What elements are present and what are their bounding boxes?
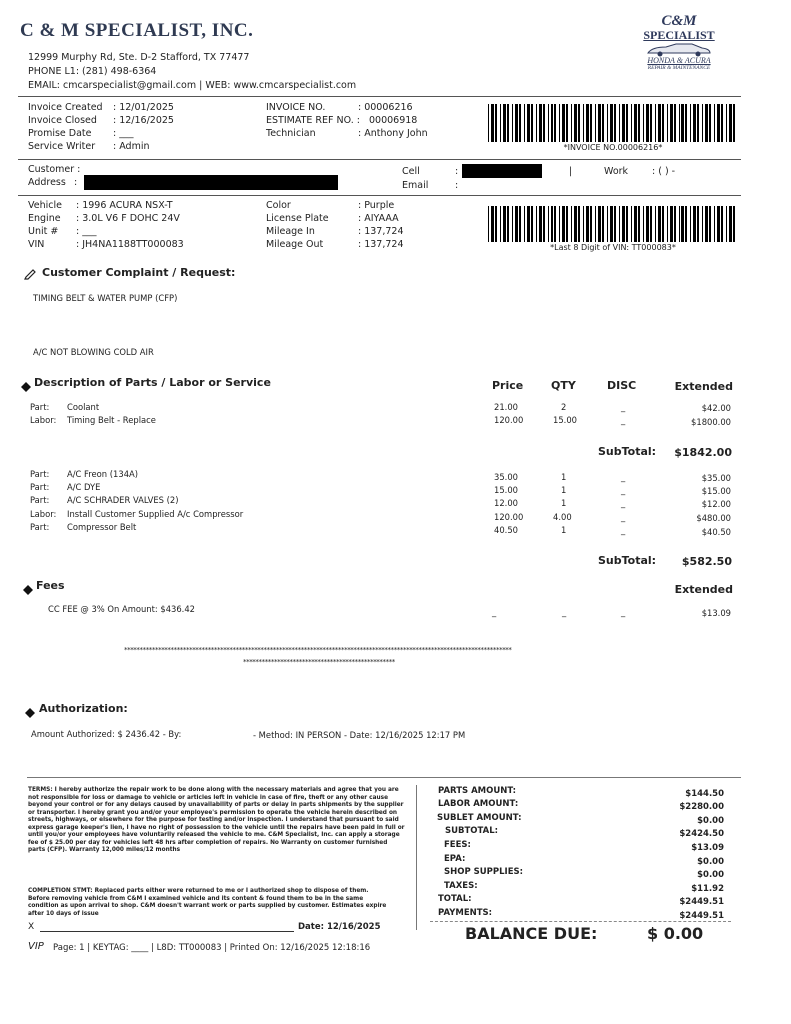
barcode-bar [543, 206, 545, 242]
col-extended: Extended [674, 380, 733, 393]
row-price: 12.00 [494, 498, 518, 508]
logo-line3: HONDA & ACURA [647, 56, 711, 65]
divider [18, 159, 741, 160]
mileage-out-value: : 137,724 [358, 239, 404, 250]
row-ext: $40.50 [701, 527, 731, 537]
row-price: 120.00 [494, 512, 524, 522]
email-label: Email [402, 180, 429, 191]
invoice-closed-value: : 12/16/2025 [113, 115, 174, 126]
unit-label: Unit # [28, 226, 59, 237]
divider [18, 96, 741, 97]
technician-label: Technician [266, 128, 316, 139]
barcode-bar [571, 104, 572, 142]
barcode-bar [491, 104, 494, 142]
barcode-bar [524, 104, 525, 142]
color-value: : Purple [358, 200, 395, 211]
row-desc: Compressor Belt [67, 522, 137, 532]
signature-date: Date: 12/16/2025 [298, 922, 381, 932]
invoice-closed-label: Invoice Closed [28, 115, 97, 126]
row-desc: A/C Freon (134A) [67, 469, 139, 479]
row-disc: _ [621, 512, 626, 522]
terms-divider [416, 785, 417, 930]
barcode-bar [674, 104, 676, 142]
complaint-title: Customer Complaint / Request: [42, 266, 236, 279]
barcode-bar [619, 206, 620, 242]
row-disc: _ [621, 498, 626, 508]
shop-supplies-value: $0.00 [697, 870, 724, 880]
barcode-bar [634, 206, 637, 242]
barcode-bar [515, 104, 518, 142]
barcode-bar [583, 206, 584, 242]
barcode-bar [717, 104, 720, 142]
row-qty: 1 [561, 485, 567, 495]
barcode-bar [583, 104, 584, 142]
barcode-bar [527, 206, 530, 242]
license-plate-value: : AIYAAA [358, 213, 399, 224]
row-ext: $480.00 [696, 513, 731, 523]
row-qty: 2 [561, 402, 567, 412]
signature-line [40, 931, 294, 932]
company-address: 12999 Murphy Rd, Ste. D-2 Stafford, TX 77477 [28, 52, 250, 63]
barcode-bar [590, 206, 592, 242]
barcode-bar [690, 104, 691, 142]
barcode-bar [679, 104, 680, 142]
row-ext: $35.00 [701, 473, 731, 483]
barcode-bar [590, 104, 592, 142]
row-type: Part: [30, 402, 50, 412]
barcode-bar [551, 104, 554, 142]
row-type: Part: [30, 469, 50, 479]
row-type: Labor: [30, 415, 57, 425]
epa-label: EPA: [444, 854, 466, 864]
fee-dash: _ [562, 607, 567, 617]
diamond-icon [21, 377, 31, 396]
row-disc: _ [621, 402, 626, 412]
address-label: Address [28, 177, 66, 188]
divider [18, 195, 741, 196]
subtotal2-value: $582.50 [681, 555, 732, 568]
estimate-ref-label: ESTIMATE REF NO. : [266, 115, 360, 126]
barcode-bar [681, 104, 684, 142]
labor-amount-label: LABOR AMOUNT: [438, 799, 519, 809]
fee-value: $13.09 [701, 608, 731, 618]
redacted-cell [462, 164, 542, 178]
barcode-bar [643, 206, 644, 242]
barcode-bar [595, 206, 596, 242]
barcode-bar [539, 206, 542, 242]
barcode-bar [551, 206, 554, 242]
parts-amount-label: PARTS AMOUNT: [438, 786, 517, 796]
row-disc: _ [621, 525, 626, 535]
terms-text: TERMS: I hereby authorize the repair work to be done along with the necessary materials and agree that you are not responsible for loss or damage to vehicle or articles left in vehicle in case of fire, theft or any other cause beyond your control or for any delays caused by unavailability of parts or delay in parts shipments by the supplier or transporter. I hereby grant you and/or your employee's permission to operate the vehicle herein described on streets, highways, or elsewhere for the purpose for testing and/or inspection. I understand that pursuant to said express garage keeper's lien, I have no right of possession to the vehicle until the repairs have been paid in full or until you/or your employees have voluntarily released the vehicle to me. C&M Specialist, Inc. can apply a storage fee of $ 25.00 per day for vehicles left 48 hrs after completion of repairs. No Warranty on customer furnished parts (CFP). Warranty 12,000 miles/12 months [28, 787, 405, 853]
promise-date-label: Promise Date [28, 128, 92, 139]
subtotal1-value: $1842.00 [674, 446, 732, 459]
barcode-bar [503, 104, 506, 142]
mileage-in-label: Mileage In [266, 226, 315, 237]
authorization-title: Authorization: [39, 702, 128, 715]
row-qty: 15.00 [553, 415, 577, 425]
sublet-amount-value: $0.00 [697, 816, 724, 826]
barcode-bar [562, 206, 565, 242]
barcode-bar [507, 104, 509, 142]
pencil-icon [24, 265, 37, 284]
barcode-bar [670, 104, 673, 142]
separator-stars-2: ************************************************* [243, 658, 395, 666]
epa-value: $0.00 [697, 857, 724, 867]
barcode-bar [566, 104, 568, 142]
logo-line2: SPECIALIST [643, 28, 715, 42]
subtotal2-label: SubTotal: [598, 554, 657, 567]
barcode-bar [646, 104, 649, 142]
fees-col-extended: Extended [674, 583, 733, 596]
engine-value: : 3.0L V6 F DOHC 24V [76, 213, 180, 224]
barcode-bar [500, 104, 501, 142]
barcode-bar [578, 206, 580, 242]
footer-text: Page: 1 | KEYTAG: ____ | L8D: TT000083 | Printed On: 12/16/2025 12:18:16 [53, 943, 371, 953]
barcode-bar [638, 206, 640, 242]
cell-colon: : [455, 166, 459, 177]
fee-desc: CC FEE @ 3% On Amount: $436.42 [48, 604, 195, 614]
barcode-bar [631, 206, 632, 242]
parts-amount-value: $144.50 [685, 789, 724, 799]
row-desc: A/C SCHRADER VALVES (2) [67, 495, 179, 505]
row-desc: Timing Belt - Replace [67, 415, 156, 425]
barcode-bar [554, 104, 556, 142]
subtotal-label: SUBTOTAL: [445, 826, 499, 836]
mileage-in-value: : 137,724 [358, 226, 404, 237]
signature-x: X [28, 922, 35, 932]
barcode-bar [531, 104, 533, 142]
estimate-ref-value: 00006918 [369, 115, 418, 126]
barcode-bar [500, 206, 501, 242]
cell-label: Cell [402, 166, 420, 177]
barcode-bar [681, 206, 684, 242]
fee-dash: _ [621, 607, 626, 617]
barcode-bar [667, 206, 668, 242]
completion-statement: COMPLETION STMT: Replaced parts either were returned to me or I authorized shop to dispose of them. Before removing vehicle from C&M I examined vehicle and its content & found them to be in the same condition as upon arrival to shop. C&M doesn't warrant work or parts supplied by customer. Estimates expire after 10 days of issue [28, 888, 387, 917]
row-disc: _ [621, 415, 626, 425]
mileage-out-label: Mileage Out [266, 239, 324, 250]
barcode-bar [709, 104, 711, 142]
barcode-bar [559, 206, 560, 242]
separator-stars-1: ***************************************************************************************************************************** [124, 646, 512, 654]
row-qty: 1 [561, 498, 567, 508]
authorization-amount: Amount Authorized: $ 2436.42 - By: [31, 729, 182, 739]
vin-barcode [488, 206, 738, 242]
barcode-bar [554, 206, 556, 242]
work-value: : ( ) - [652, 166, 676, 177]
barcode-bar [655, 104, 656, 142]
complaint-line1: TIMING BELT & WATER PUMP (CFP) [33, 293, 178, 303]
row-qty: 1 [561, 525, 567, 535]
barcode-bar [559, 104, 560, 142]
barcode-bar [634, 104, 637, 142]
barcode-bar [721, 104, 723, 142]
barcode-bar [655, 206, 656, 242]
barcode-bar [602, 104, 604, 142]
barcode-bar [643, 104, 644, 142]
barcode-bar [726, 206, 727, 242]
barcode-bar [658, 104, 661, 142]
row-disc: _ [621, 472, 626, 482]
barcode-bar [610, 104, 613, 142]
barcode-bar [507, 206, 509, 242]
diamond-icon [23, 580, 33, 599]
car-icon [646, 42, 712, 56]
col-disc: DISC [607, 379, 637, 392]
row-price: 120.00 [494, 415, 524, 425]
barcode-bar [607, 206, 608, 242]
technician-value: : Anthony John [358, 128, 428, 139]
barcode-bar [685, 206, 687, 242]
vehicle-label: Vehicle [28, 200, 62, 211]
barcode-bar [697, 104, 699, 142]
company-phone: PHONE L1: (281) 498-6364 [28, 66, 157, 77]
col-qty: QTY [551, 379, 576, 392]
barcode-bar [607, 104, 608, 142]
row-type: Part: [30, 482, 50, 492]
barcode-bar [536, 206, 537, 242]
company-logo [640, 14, 718, 78]
barcode-bar [610, 206, 613, 242]
barcode-bar [488, 206, 489, 242]
diamond-icon [25, 703, 35, 722]
invoice-no-label: INVOICE NO. [266, 102, 326, 113]
barcode-bar [574, 104, 577, 142]
row-ext: $12.00 [701, 499, 731, 509]
barcode-bar [646, 206, 649, 242]
row-price: 35.00 [494, 472, 518, 482]
vin-value: : JH4NA1188TT000083 [76, 239, 184, 250]
barcode-bar [571, 206, 572, 242]
barcode-bar [515, 206, 518, 242]
barcode-bar [602, 206, 604, 242]
barcode-bar [717, 206, 720, 242]
barcode-bar [622, 104, 625, 142]
barcode-bar [697, 206, 699, 242]
row-disc: _ [621, 485, 626, 495]
invoice-barcode [488, 104, 738, 142]
barcode-bar [658, 206, 661, 242]
barcode-bar [527, 104, 530, 142]
subtotal1-label: SubTotal: [598, 445, 657, 458]
unit-value: : ___ [76, 226, 97, 237]
invoice-created-label: Invoice Created [28, 102, 103, 113]
parts-title: Description of Parts / Labor or Service [34, 376, 271, 389]
barcode-bar [622, 206, 625, 242]
invoice-no-value: : 00006216 [358, 102, 413, 113]
barcode-bar [595, 104, 596, 142]
barcode-bar [536, 104, 537, 142]
barcode-bar [578, 104, 580, 142]
barcode-bar [667, 104, 668, 142]
complaint-line2: A/C NOT BLOWING COLD AIR [33, 347, 154, 357]
barcode-bar [693, 104, 696, 142]
address-colon: : [74, 177, 78, 188]
barcode-bar [714, 104, 715, 142]
barcode-bar [631, 104, 632, 142]
barcode-bar [702, 206, 703, 242]
footer-vip: VIP [28, 941, 44, 952]
barcode-bar [638, 104, 640, 142]
barcode-bar [598, 104, 601, 142]
row-desc: A/C DYE [67, 482, 101, 492]
vin-barcode-caption: *Last 8 Digit of VIN: TT000083* [550, 243, 676, 252]
barcode-bar [650, 104, 652, 142]
barcode-bar [548, 206, 549, 242]
service-writer-label: Service Writer [28, 141, 96, 152]
fees-title: Fees [36, 579, 65, 592]
license-plate-label: License Plate [266, 213, 329, 224]
balance-due-label: BALANCE DUE: [465, 924, 598, 943]
invoice-barcode-caption: *INVOICE NO.00006216* [563, 143, 663, 152]
fees-value: $13.09 [691, 843, 724, 853]
customer-label: Customer : [28, 164, 81, 175]
barcode-bar [524, 206, 525, 242]
barcode-bar [531, 206, 533, 242]
barcode-bar [543, 104, 545, 142]
barcode-bar [488, 104, 489, 142]
row-ext: $1800.00 [691, 417, 731, 427]
sublet-amount-label: SUBLET AMOUNT: [437, 813, 522, 823]
barcode-bar [674, 206, 676, 242]
total-label: TOTAL: [438, 894, 472, 904]
company-name: C & M SPECIALIST, INC. [20, 20, 254, 41]
barcode-bar [714, 206, 715, 242]
barcode-bar [495, 104, 497, 142]
col-price: Price [492, 379, 524, 392]
barcode-bar [512, 104, 513, 142]
vin-label: VIN [28, 239, 45, 250]
barcode-bar [626, 206, 628, 242]
barcode-bar [539, 104, 542, 142]
barcode-bar [619, 104, 620, 142]
row-price: 21.00 [494, 402, 518, 412]
barcode-bar [705, 206, 708, 242]
barcode-bar [705, 104, 708, 142]
vehicle-value: : 1996 ACURA NSX-T [76, 200, 173, 211]
row-qty: 1 [561, 472, 567, 482]
engine-label: Engine [28, 213, 61, 224]
payments-label: PAYMENTS: [438, 908, 493, 918]
row-qty: 4.00 [553, 512, 572, 522]
barcode-bar [614, 104, 616, 142]
fees-label: FEES: [444, 840, 471, 850]
barcode-bar [495, 206, 497, 242]
row-ext: $42.00 [701, 403, 731, 413]
barcode-bar [566, 206, 568, 242]
labor-amount-value: $2280.00 [679, 802, 724, 812]
redacted-address [84, 175, 338, 190]
cell-separator: | [569, 166, 573, 177]
barcode-bar [626, 104, 628, 142]
divider [27, 777, 741, 778]
row-desc: Install Customer Supplied A/c Compressor [67, 509, 244, 519]
barcode-bar [512, 206, 513, 242]
barcode-bar [733, 104, 735, 142]
email-colon: : [455, 180, 459, 191]
barcode-bar [598, 206, 601, 242]
promise-date-value: : ___ [113, 128, 134, 139]
color-label: Color [266, 200, 291, 211]
barcode-bar [733, 206, 735, 242]
logo-line4: REPAIR & MAINTENANCE [647, 65, 711, 71]
barcode-bar [503, 206, 506, 242]
subtotal-value: $2424.50 [679, 829, 724, 839]
fee-dash: _ [492, 607, 497, 617]
barcode-bar [726, 104, 727, 142]
row-desc: Coolant [67, 402, 100, 412]
row-type: Part: [30, 495, 50, 505]
barcode-bar [586, 104, 589, 142]
barcode-bar [670, 206, 673, 242]
shop-supplies-label: SHOP SUPPLIES: [444, 867, 524, 877]
barcode-bar [693, 206, 696, 242]
company-email-web: EMAIL: cmcarspecialist@gmail.com | WEB: www.cmcarspecialist.com [28, 80, 357, 91]
barcode-bar [702, 104, 703, 142]
invoice-created-value: : 12/01/2025 [113, 102, 174, 113]
barcode-bar [491, 206, 494, 242]
barcode-bar [519, 206, 521, 242]
barcode-bar [614, 206, 616, 242]
barcode-bar [729, 206, 732, 242]
barcode-bar [548, 104, 549, 142]
row-type: Labor: [30, 509, 57, 519]
totals-divider [430, 921, 731, 922]
taxes-value: $11.92 [691, 884, 724, 894]
balance-due-value: $ 0.00 [647, 924, 704, 943]
barcode-bar [690, 206, 691, 242]
authorization-method: - Method: IN PERSON - Date: 12/16/2025 12:17 PM [253, 730, 466, 740]
barcode-bar [662, 206, 664, 242]
work-label: Work [604, 166, 629, 177]
row-price: 40.50 [494, 525, 518, 535]
row-ext: $15.00 [701, 486, 731, 496]
barcode-bar [679, 206, 680, 242]
payments-value: $2449.51 [679, 911, 724, 921]
taxes-label: TAXES: [444, 881, 478, 891]
barcode-bar [586, 206, 589, 242]
barcode-bar [662, 104, 664, 142]
barcode-bar [574, 206, 577, 242]
service-writer-value: : Admin [113, 141, 150, 152]
row-type: Part: [30, 522, 50, 532]
barcode-bar [650, 206, 652, 242]
barcode-bar [519, 104, 521, 142]
barcode-bar [721, 206, 723, 242]
barcode-bar [709, 206, 711, 242]
barcode-bar [729, 104, 732, 142]
logo-line1: C&M [661, 13, 697, 29]
barcode-bar [685, 104, 687, 142]
row-price: 15.00 [494, 485, 518, 495]
total-value: $2449.51 [679, 897, 724, 907]
barcode-bar [562, 104, 565, 142]
